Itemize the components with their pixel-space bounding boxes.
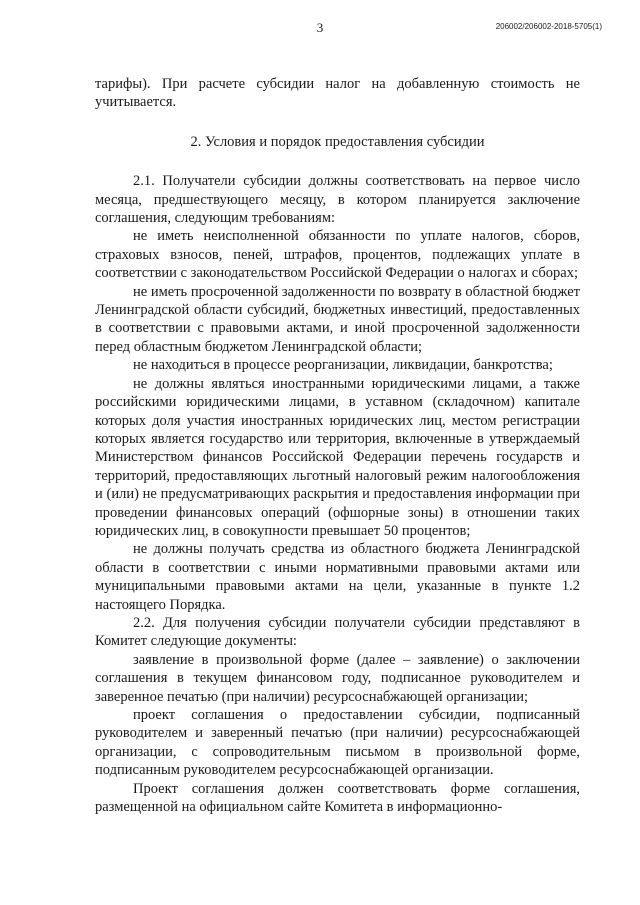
requirement-other-funds: не должны получать средства из областного бюджета Ленинградской области в соответствии с иными нормативными правовыми актами или муниципальными правовыми актами на цели, указанные в пункте 1.2 настоящего Порядка. xyxy=(95,541,580,613)
paragraph-agreement-form: Проект соглашения должен соответствовать форме соглашения, размещенной на официальном сайте Комитета в информационно- xyxy=(95,780,580,816)
paragraph-continuation: тарифы). При расчете субсидии налог на добавленную стоимость не учитывается. xyxy=(95,76,580,111)
paragraph-2-1: 2.1. Получатели субсидии должны соответствовать на первое число месяца, предшествующего месяцу, в котором планируется заключение соглашения, следующим требованиям: xyxy=(95,173,580,227)
section-heading: 2. Условия и порядок предоставления субсидии xyxy=(190,133,485,150)
document-id: 206002/206002-2018-5705(1) xyxy=(495,22,602,31)
requirement-reorganization: не находиться в процессе реорганизации, ликвидации, банкротства; xyxy=(133,357,553,374)
document-application: заявление в произвольной форме (далее – заявление) о заключении соглашения в текущем финансовом году, подписанное руководителем и заверенное печатью (при наличии) ресурсоснабжающей организации; xyxy=(95,651,580,705)
paragraph-2-2: 2.2. Для получения субсидии получатели субсидии представляют в Комитет следующие документы: xyxy=(95,614,580,650)
requirement-debt: не иметь просроченной задолженности по возврату в областной бюджет Ленинградской области субсидий, бюджетных инвестиций, предоставленных в соответствии с правовыми актами, и иной просроченной задолженности перед областным бюджетом Ленинградской области; xyxy=(95,283,580,355)
document-draft-agreement: проект соглашения о предоставлении субсидии, подписанный руководителем и заверенный печатью (при наличии) ресурсоснабжающей организации, с сопроводительным письмом в произвольной форме, подписанным руководителем ресурсоснабжающей организации. xyxy=(95,707,580,779)
requirement-taxes: не иметь неисполненной обязанности по уплате налогов, сборов, страховых взносов, пеней, штрафов, процентов, подлежащих уплате в соответствии с законодательством Российской Федерации о налогах и сборах; xyxy=(95,228,580,282)
requirement-foreign-entities: не должны являться иностранными юридическими лицами, а также российскими юридическими лицами, в уставном (складочном) капитале которых доля участия иностранных юридических лиц, местом регистрации которых является государство или территория, включенные в утверждаемый Министерством финансов Российской Федерации перечень государств и территорий, предоставляющих льготный налоговый режим налогообложения и (или) не предусматривающих раскрытия и предоставления информации при проведении финансовых операций (офшорные зоны) в отношении таких юридических лиц, в совокупности превышает 50 процентов; xyxy=(95,375,580,539)
page-number: 3 xyxy=(316,20,324,35)
document-body xyxy=(95,75,580,816)
